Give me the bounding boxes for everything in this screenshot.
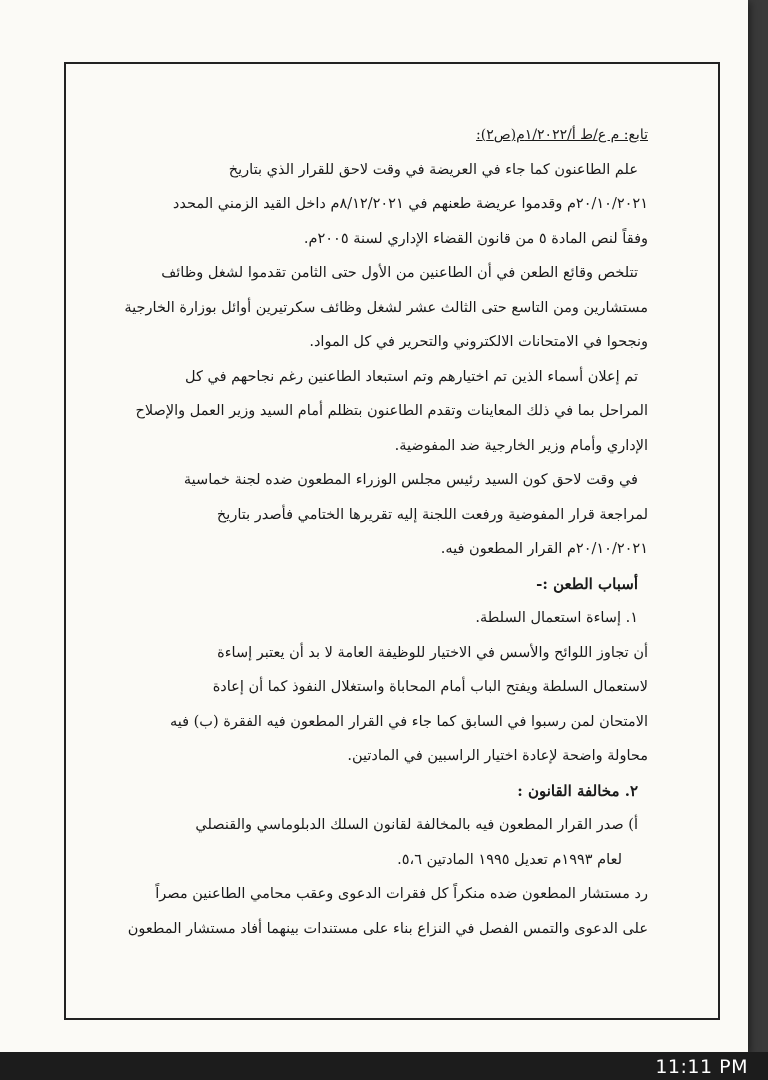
text-line: الامتحان لمن رسبوا في السابق كما جاء في القرار المطعون فيه الفقرة (ب) فيه [169,713,648,730]
sub-list-item: أ) صدر القرار المطعون فيه بالمخالفة لقانون السلك الدبلوماسي والقنصلي [195,817,638,833]
text-line: المراحل بما في ذلك المعاينات وتقدم الطاعنون بتظلم أمام السيد وزير العمل والإصلاح [135,403,648,419]
text-line: مستشارين ومن التاسع حتى الثالث عشر لشغل وظائف سكرتيرين أوائل بوزارة الخارجية [124,299,648,316]
status-time: 11:11 PM [655,1056,748,1078]
text-line: ٢٠/١٠/٢٠٢١م وقدموا عريضة طعنهم في ٨/١٢/٢٠٢١م داخل القيد الزمني المحدد [172,196,648,212]
text-line: في وقت لاحق كون السيد رئيس مجلس الوزراء المطعون ضده لجنة خماسية [183,472,638,488]
text-line: تتلخص وقائع الطعن في أن الطاعنين من الأول حتى الثامن تقدموا لشغل وظائف [161,265,638,281]
text-line: وفقاً لنص المادة ٥ من قانون القضاء الإداري لسنة ٢٠٠٥م. [303,230,648,247]
status-bar [0,1052,768,1080]
document-body [88,118,648,946]
text-line: الإداري وأمام وزير الخارجية ضد المفوضية. [394,437,648,454]
text-line: لاستعمال السلطة ويفتح الباب أمام المحاباة واستغلال النفوذ كما أن إعادة [212,679,648,695]
text-line: رد مستشار المطعون ضده منكراً كل فقرات الدعوى وعقب محامي الطاعنين مصراً [155,886,648,902]
text-line: تم إعلان أسماء الذين تم اختيارهم وتم استبعاد الطاعنين رغم نجاحهم في كل [185,368,638,385]
document-header: تابع: م ع/ط أ/١/٢٠٢٢م(ص٢): [476,127,648,143]
text-line: لمراجعة قرار المفوضية ورفعت اللجنة إليه تقريرها الختامي فأصدر بتاريخ [216,506,648,523]
section-heading: أسباب الطعن :- [536,574,638,593]
list-item: ١. إساءة استعمال السلطة. [475,610,638,626]
text-line: محاولة واضحة لإعادة اختيار الراسبين في المادتين. [347,748,648,764]
text-line: لعام ١٩٩٣م تعديل ١٩٩٥ المادتين ٥،٦. [397,851,622,868]
text-line: على الدعوى والتمس الفصل في النزاع بناء على مستندات بينهما أفاد مستشار المطعون [127,920,648,937]
list-item: ٢. مخالفة القانون : [517,781,638,800]
text-line: علم الطاعنون كما جاء في العريضة في وقت لاحق للقرار الذي بتاريخ [228,161,638,178]
text-line: أن تجاوز اللوائح والأسس في الاختيار للوظيفة العامة لا بد أن يعتبر إساءة [217,644,648,661]
text-line: ونجحوا في الامتحانات الالكتروني والتحرير في كل المواد. [309,334,648,350]
text-line: ٢٠/١٠/٢٠٢١م القرار المطعون فيه. [440,541,648,557]
